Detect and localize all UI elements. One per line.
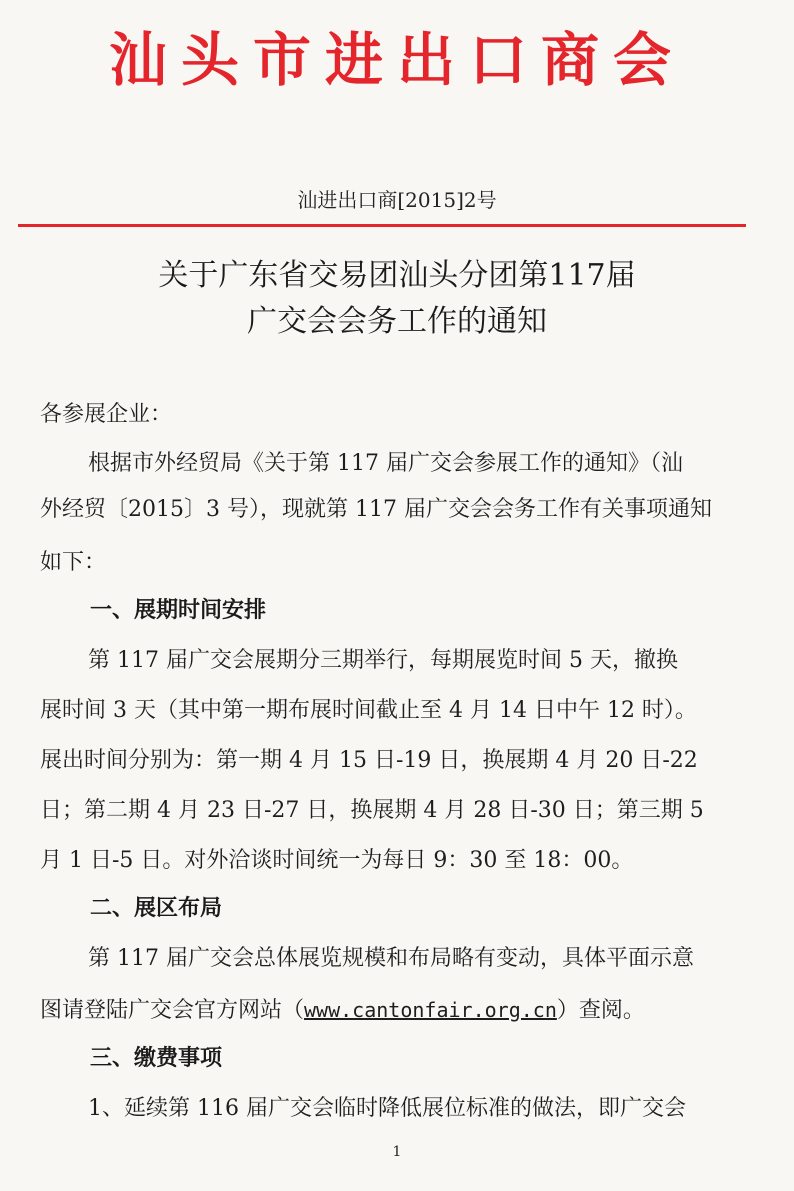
section2-line: [40, 993, 645, 1028]
section2-line-suffix: ）查阅。: [556, 998, 645, 1023]
section1-line: 月 1 日-5 日。对外洽谈时间统一为每日 9：30 至 18：00。: [40, 848, 634, 873]
letterhead-divider: [18, 224, 746, 227]
page-number: 1: [392, 1144, 402, 1160]
section1-line: 第 117 届广交会展期分三期举行，每期展览时间 5 天，撤换: [88, 648, 678, 673]
intro-line: 外经贸〔2015〕3 号），现就第 117 届广交会会务工作有关事项通知: [40, 497, 712, 522]
section-heading-layout: 二、展区布局: [90, 896, 223, 921]
salutation: 各参展企业：: [40, 402, 173, 427]
section3-line: 1、延续第 116 届广交会临时降低展位标准的做法，即广交会: [88, 1096, 686, 1121]
cantonfair-website-link[interactable]: www.cantonfair.org.cn: [304, 998, 557, 1022]
document-title-line-1: 关于广东省交易团汕头分团第117届: [158, 258, 636, 293]
intro-line: 根据市外经贸局《关于第 117 届广交会参展工作的通知》（汕: [88, 451, 683, 476]
letterhead-org-name: 汕头市进出口商会: [108, 26, 685, 94]
section1-line: 展时间 3 天（其中第一期布展时间截止至 4 月 14 日中午 12 时）。: [40, 698, 697, 723]
section-heading-schedule: 一、展期时间安排: [90, 598, 267, 623]
section-heading-fees: 三、缴费事项: [90, 1046, 223, 1071]
document-title-line-2: 广交会会务工作的通知: [247, 304, 547, 339]
section2-line-prefix: 图请登陆广交会官方网站（: [40, 998, 305, 1023]
intro-line: 如下：: [40, 550, 107, 575]
section1-line: 展出时间分别为：第一期 4 月 15 日-19 日，换展期 4 月 20 日-22: [40, 748, 698, 773]
section2-line: 第 117 届广交会总体展览规模和布局略有变动，具体平面示意: [88, 946, 694, 971]
section1-line: 日；第二期 4 月 23 日-27 日，换展期 4 月 28 日-30 日；第三期 5: [40, 798, 704, 823]
document-number: 汕进出口商[2015]2号: [297, 188, 497, 212]
